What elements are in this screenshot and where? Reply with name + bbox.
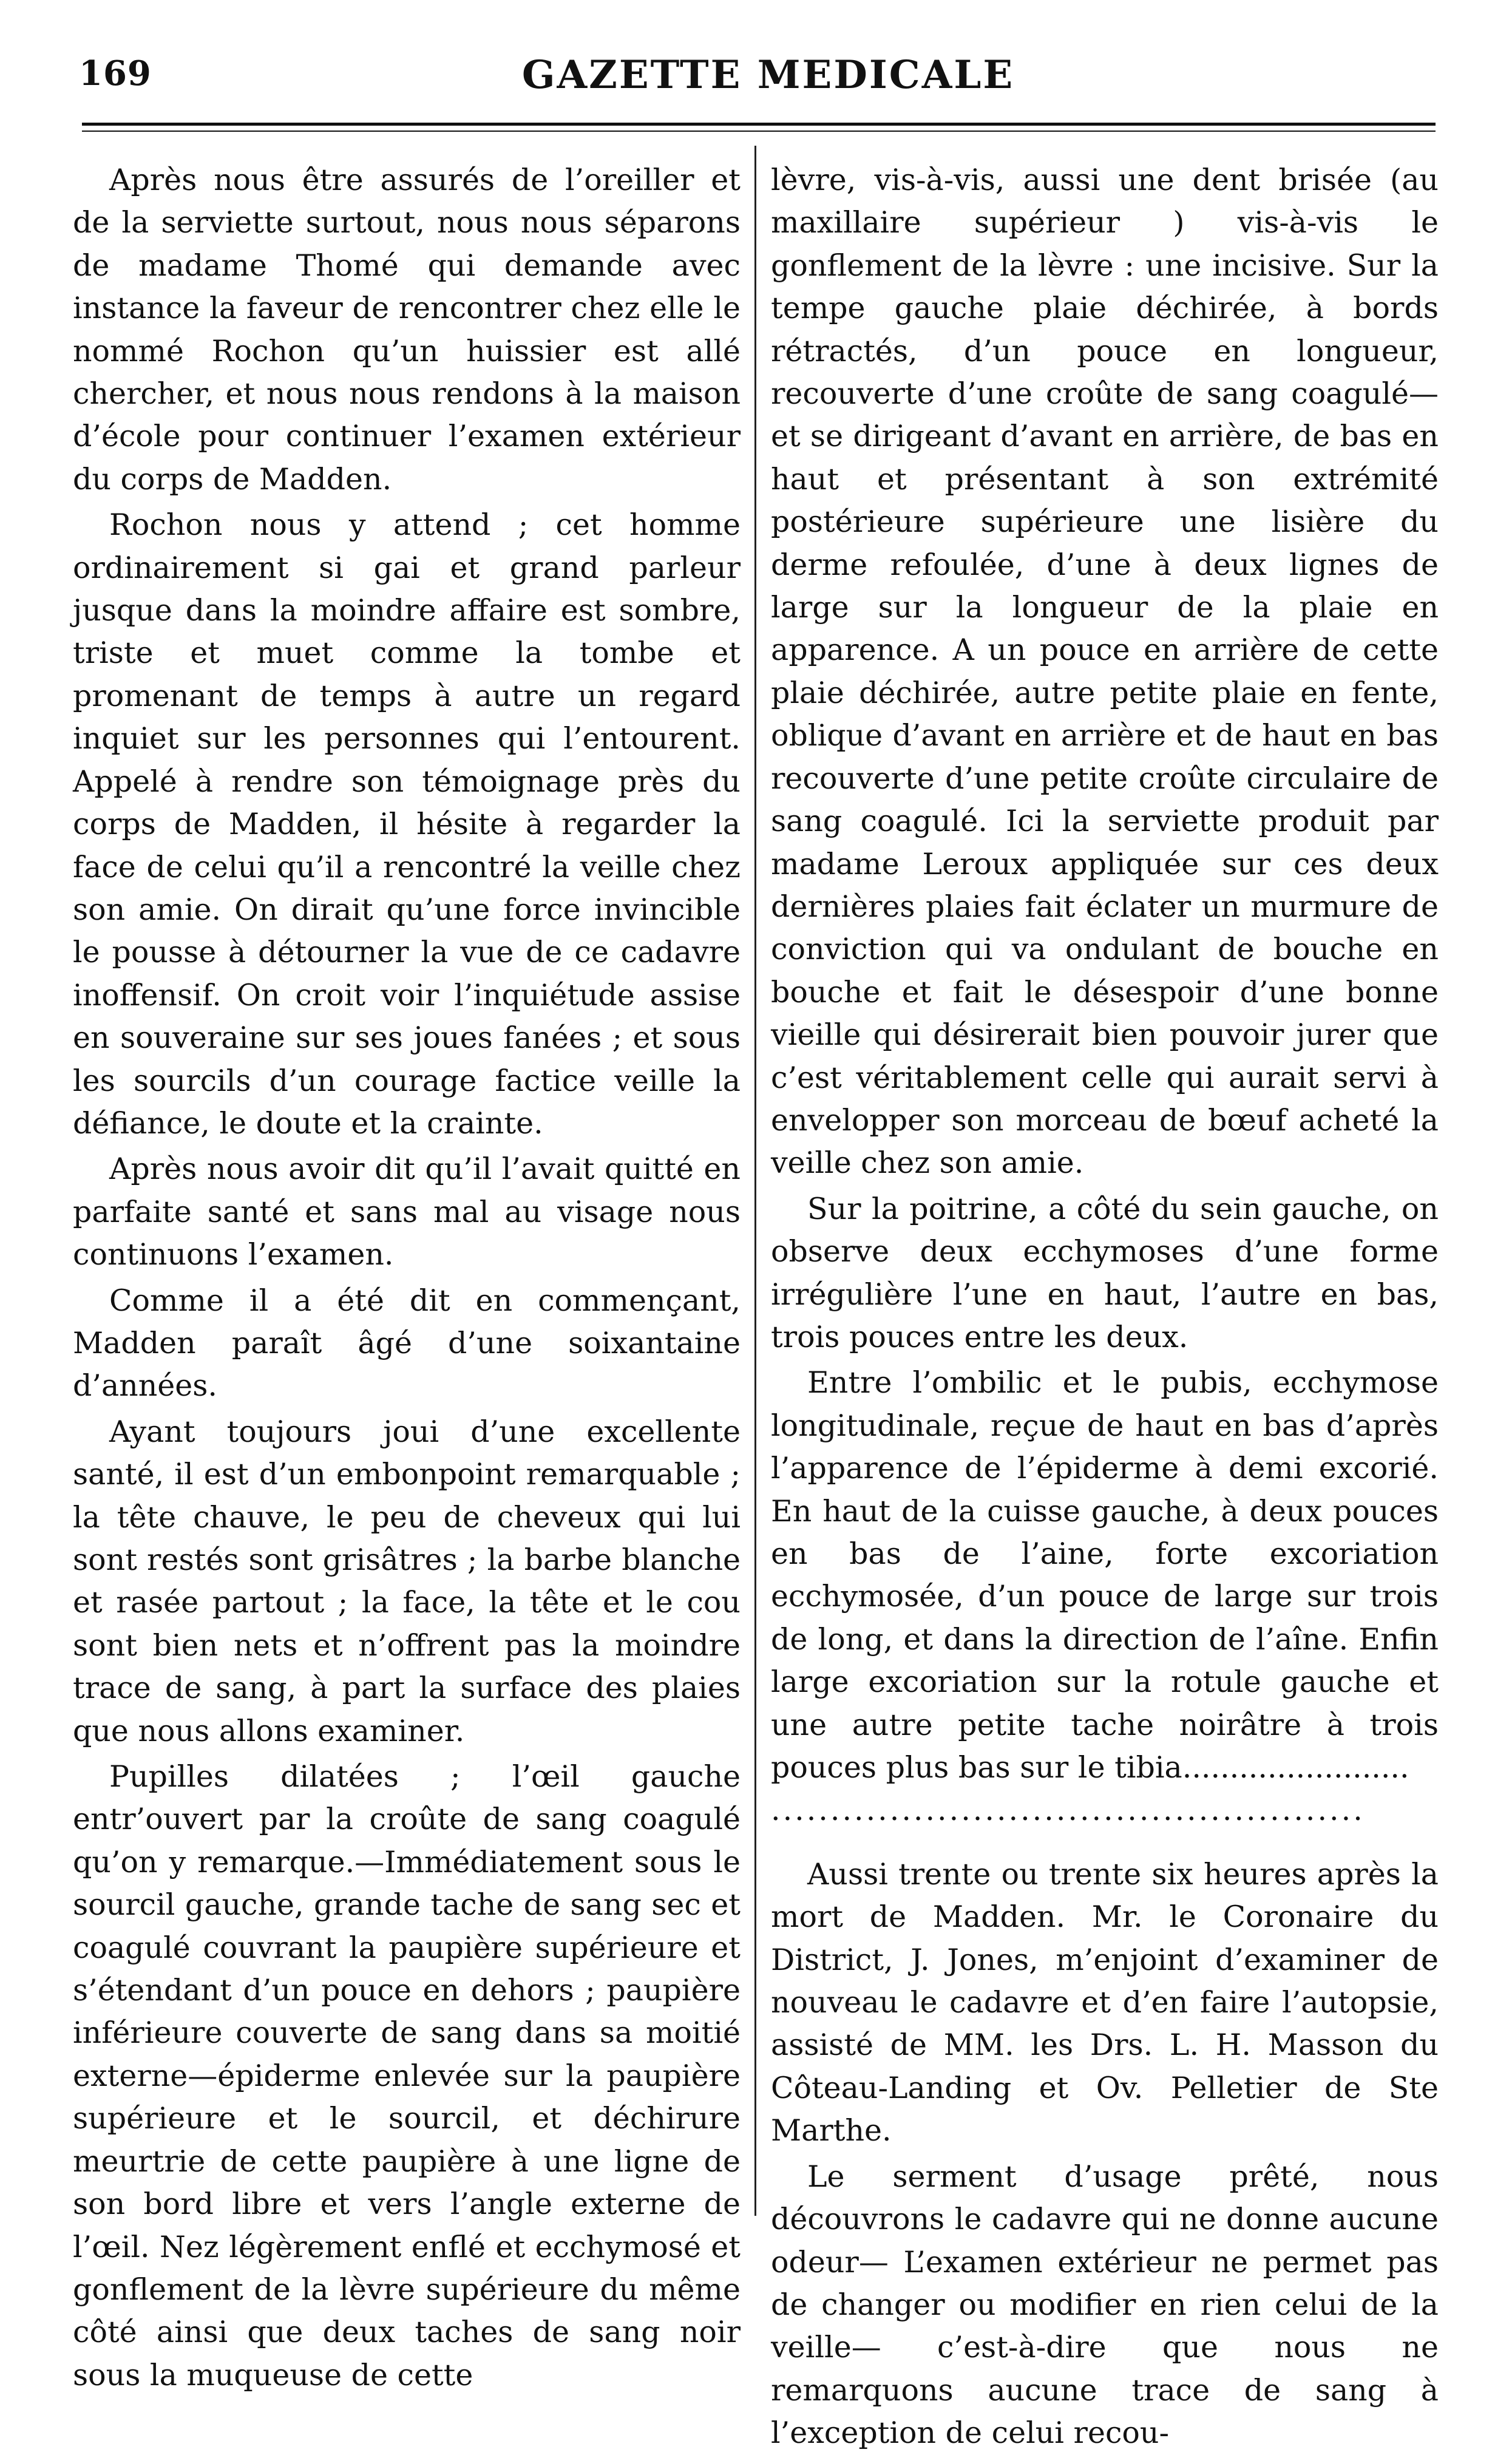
paragraph: Ayant toujours joui d’une excellente santé, il est d’un embonpoint remarquable ; la tête chauve, le peu de cheveux qui lui sont restés sont grisâtres ; la barbe blanche et rasée partout ; la face, la tête et le cou sont bien nets et n’offrent pas la moindre trace de sang, à part la surface des plaies que nous allons examiner. xyxy=(73,1414,741,1748)
paragraph: Le serment d’usage prêté, nous découvrons le cadavre qui ne donne aucune odeur— L’examen extérieur ne permet pas de changer ou modifier en rien celui de la veille— c’est-à-dire que nous ne remarquons aucune trace de sang à l’exception de celui recou- xyxy=(771,2159,1439,2451)
paragraph: Entre l’ombilic et le pubis, ecchymose longitudinale, reçue de haut en bas d’après l’apparence de l’épiderme à demi excorié. En haut de la cuisse gauche, à deux pouces en bas de l’aine, forte excoriation ecchymosée, d’un pouce de large sur trois de long, et dans la direction de l’aîne. Enfin large excoriation sur la rotule gauche et une autre petite tache noirâtre à trois pouces plus bas sur le tibia........................ xyxy=(771,1365,1439,1785)
paragraph: Rochon nous y attend ; cet homme ordinairement si gai et grand parleur jusque dans la moindre affaire est sombre, triste et muet comme la tombe et promenant de temps à autre un regard inquiet sur les personnes qui l’entourent. Appelé à rendre son témoignage près du corps de Madden, il hésite à regarder la face de celui qu’il a rencontré la veille chez son amie. On dirait qu’une force invincible le pousse à détourner la vue de ce cadavre inoffensif. On croit voir l’inquiétude assise en souveraine sur ses joues fanées ; et sous les sourcils d’un courage factice veille la défiance, le doute et la crainte. xyxy=(73,508,741,1141)
section-gap xyxy=(771,1835,1439,1853)
left-column xyxy=(73,159,741,2392)
journal-title: GAZETTE MEDICALE xyxy=(521,52,1015,98)
header-rule-thick xyxy=(82,123,1436,126)
header-rule-thin xyxy=(82,131,1436,132)
paragraph: Comme il a été dit en commençant, Madden paraît âgé d’une soixantaine d’années. xyxy=(73,1283,741,1404)
page-number: 169 xyxy=(79,53,152,93)
dotted-separator: .................................................. xyxy=(771,1793,1365,1828)
continued-paragraph: lèvre, vis-à-vis, aussi une dent brisée (au maxillaire supérieur ) vis-à-vis le gonflement de la lèvre : une incisive. Sur la tempe gauche plaie déchirée, à bords rétractés, d’un pouce en longueur, recouverte d’une croûte de sang coagulé—et se dirigeant d’avant en arrière, de bas en haut et présentant à son extrémité postérieure supérieure une lisière du derme refoulée, d’une à deux lignes de large sur la longueur de la plaie en apparence. A un pouce en arrière de cette plaie déchirée, autre petite plaie en fente, oblique d’avant en arrière et de haut en bas recouverte d’une petite croûte circulaire de sang coagulé. Ici la serviette produit par madame Leroux appliquée sur ces deux dernières plaies fait éclater un murmure de conviction qui va ondulant de bouche en bouche et fait le désespoir d’une bonne vieille qui désirerait bien pouvoir jurer que c’est véritablement celle qui aurait servi à envelopper son morceau de bœuf acheté la veille chez son amie. xyxy=(771,163,1439,1181)
paragraph: Aussi trente ou trente six heures après la mort de Madden. Mr. le Coronaire du District, J. Jones, m’enjoint d’examiner de nouveau le cadavre et d’en faire l’autopsie, assisté de MM. les Drs. L. H. Masson du Côteau-Landing et Ov. Pelletier de Ste Marthe. xyxy=(771,1856,1439,2148)
column-divider xyxy=(754,146,756,2216)
paragraph: Après nous avoir dit qu’il l’avait quitté en parfaite santé et sans mal au visage nous continuons l’examen. xyxy=(73,1152,741,1272)
paragraph: Sur la poitrine, a côté du sein gauche, on observe deux ecchymoses d’une forme irrégulière l’une en haut, l’autre en bas, trois pouces entre les deux. xyxy=(771,1191,1439,1354)
paragraph: Après nous être assurés de l’oreiller et de la serviette surtout, nous nous séparons de madame Thomé qui demande avec instance la faveur de rencontrer chez elle le nommé Rochon qu’un huissier est allé chercher, et nous nous rendons à la maison d’école pour continuer l’examen extérieur du corps de Madden. xyxy=(73,163,741,497)
paragraph: Pupilles dilatées ; l’œil gauche entr’ouvert par la croûte de sang coagulé qu’on y remarque.—Immédiatement sous le sourcil gauche, grande tache de sang sec et coagulé couvrant la paupière supérieure et s’étendant d’un pouce en dehors ; paupière inférieure couverte de sang dans sa moitié externe—épiderme enlevée sur la paupière supérieure et le sourcil, et déchirure meurtrie de cette paupière à une ligne de son bord libre et vers l’angle externe de l’œil. Nez légèrement enflé et ecchymosé et gonflement de la lèvre supérieure du même côté ainsi que deux taches de sang noir sous la muqueuse de cette xyxy=(73,1759,741,2392)
right-column xyxy=(771,159,1439,2451)
